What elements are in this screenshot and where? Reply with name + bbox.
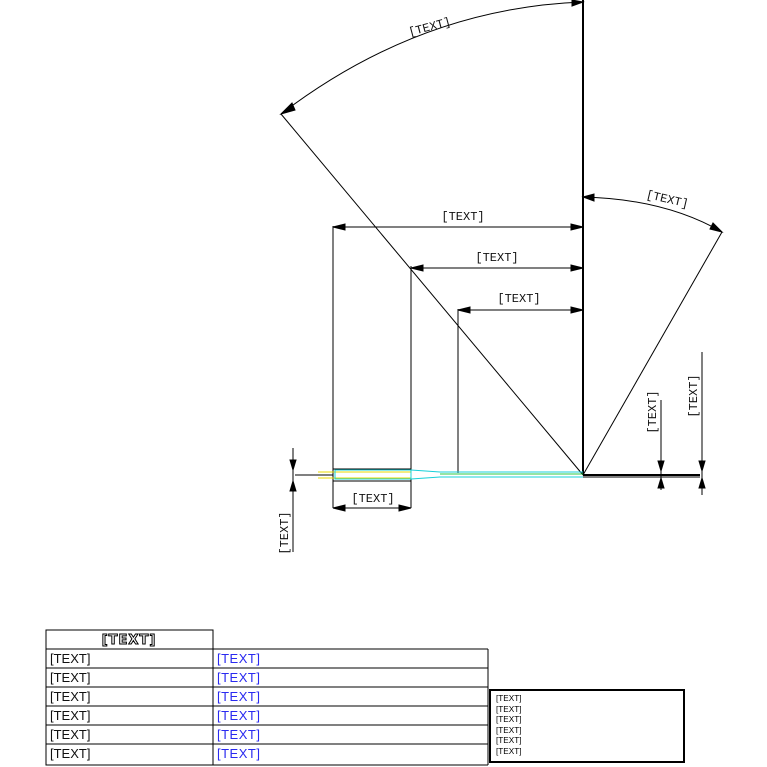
angle-30-line <box>583 232 722 475</box>
arrowhead <box>458 307 470 313</box>
arrowhead <box>699 478 705 488</box>
notice-line: [TEXT] <box>496 715 522 724</box>
dimension-offset-label: [TEXT] <box>646 390 660 434</box>
arrowhead <box>399 505 411 511</box>
arrowhead <box>333 505 345 511</box>
notice-line: [TEXT] <box>496 694 522 703</box>
notice-line: [TEXT] <box>496 746 522 756</box>
row-value: [TEXT] <box>217 670 261 685</box>
notice-line: [TEXT] <box>496 725 522 735</box>
row-value: [TEXT] <box>217 651 261 666</box>
row-label: [TEXT] <box>50 708 91 723</box>
dimension-flute-label: [TEXT] <box>475 251 519 265</box>
arrowhead <box>290 460 296 470</box>
arrowhead <box>699 461 705 471</box>
row-value: [TEXT] <box>217 708 261 723</box>
arrowhead <box>658 478 664 488</box>
arrowhead <box>710 223 722 232</box>
notice-line: [TEXT] <box>496 736 522 745</box>
arrowhead <box>571 224 583 230</box>
arrowhead <box>290 481 296 491</box>
row-label: [TEXT] <box>50 746 91 761</box>
arrowhead <box>333 224 345 230</box>
arrowhead <box>571 265 583 271</box>
dimension-shank-diameter-label: [TEXT] <box>278 511 292 555</box>
row-value: [TEXT] <box>217 727 261 742</box>
row-label: [TEXT] <box>50 651 91 666</box>
arrowhead <box>411 265 423 271</box>
angle-40-label: [TEXT] <box>407 15 453 40</box>
dimension-shank-label: [TEXT] <box>351 492 395 506</box>
guehring-logo: [TEXT] <box>101 633 157 648</box>
arrowhead <box>572 0 583 6</box>
dimension-overall-label: [TEXT] <box>441 210 485 224</box>
row-label: [TEXT] <box>50 689 91 704</box>
row-label: [TEXT] <box>50 727 91 742</box>
row-value: [TEXT] <box>217 746 261 761</box>
angle-30-label: [TEXT] <box>644 188 690 212</box>
arrowhead <box>583 194 594 201</box>
dimension-tip-diameter-label: [TEXT] <box>687 374 701 418</box>
dimension-tip-label: [TEXT] <box>497 292 541 306</box>
ownership-notice <box>489 689 685 763</box>
title-block <box>46 630 488 765</box>
arrowhead <box>281 103 295 114</box>
notice-line: [TEXT] <box>496 704 522 714</box>
row-label: [TEXT] <box>50 670 91 685</box>
arrowhead <box>571 307 583 313</box>
arrowhead <box>658 461 664 471</box>
row-value: [TEXT] <box>217 689 261 704</box>
